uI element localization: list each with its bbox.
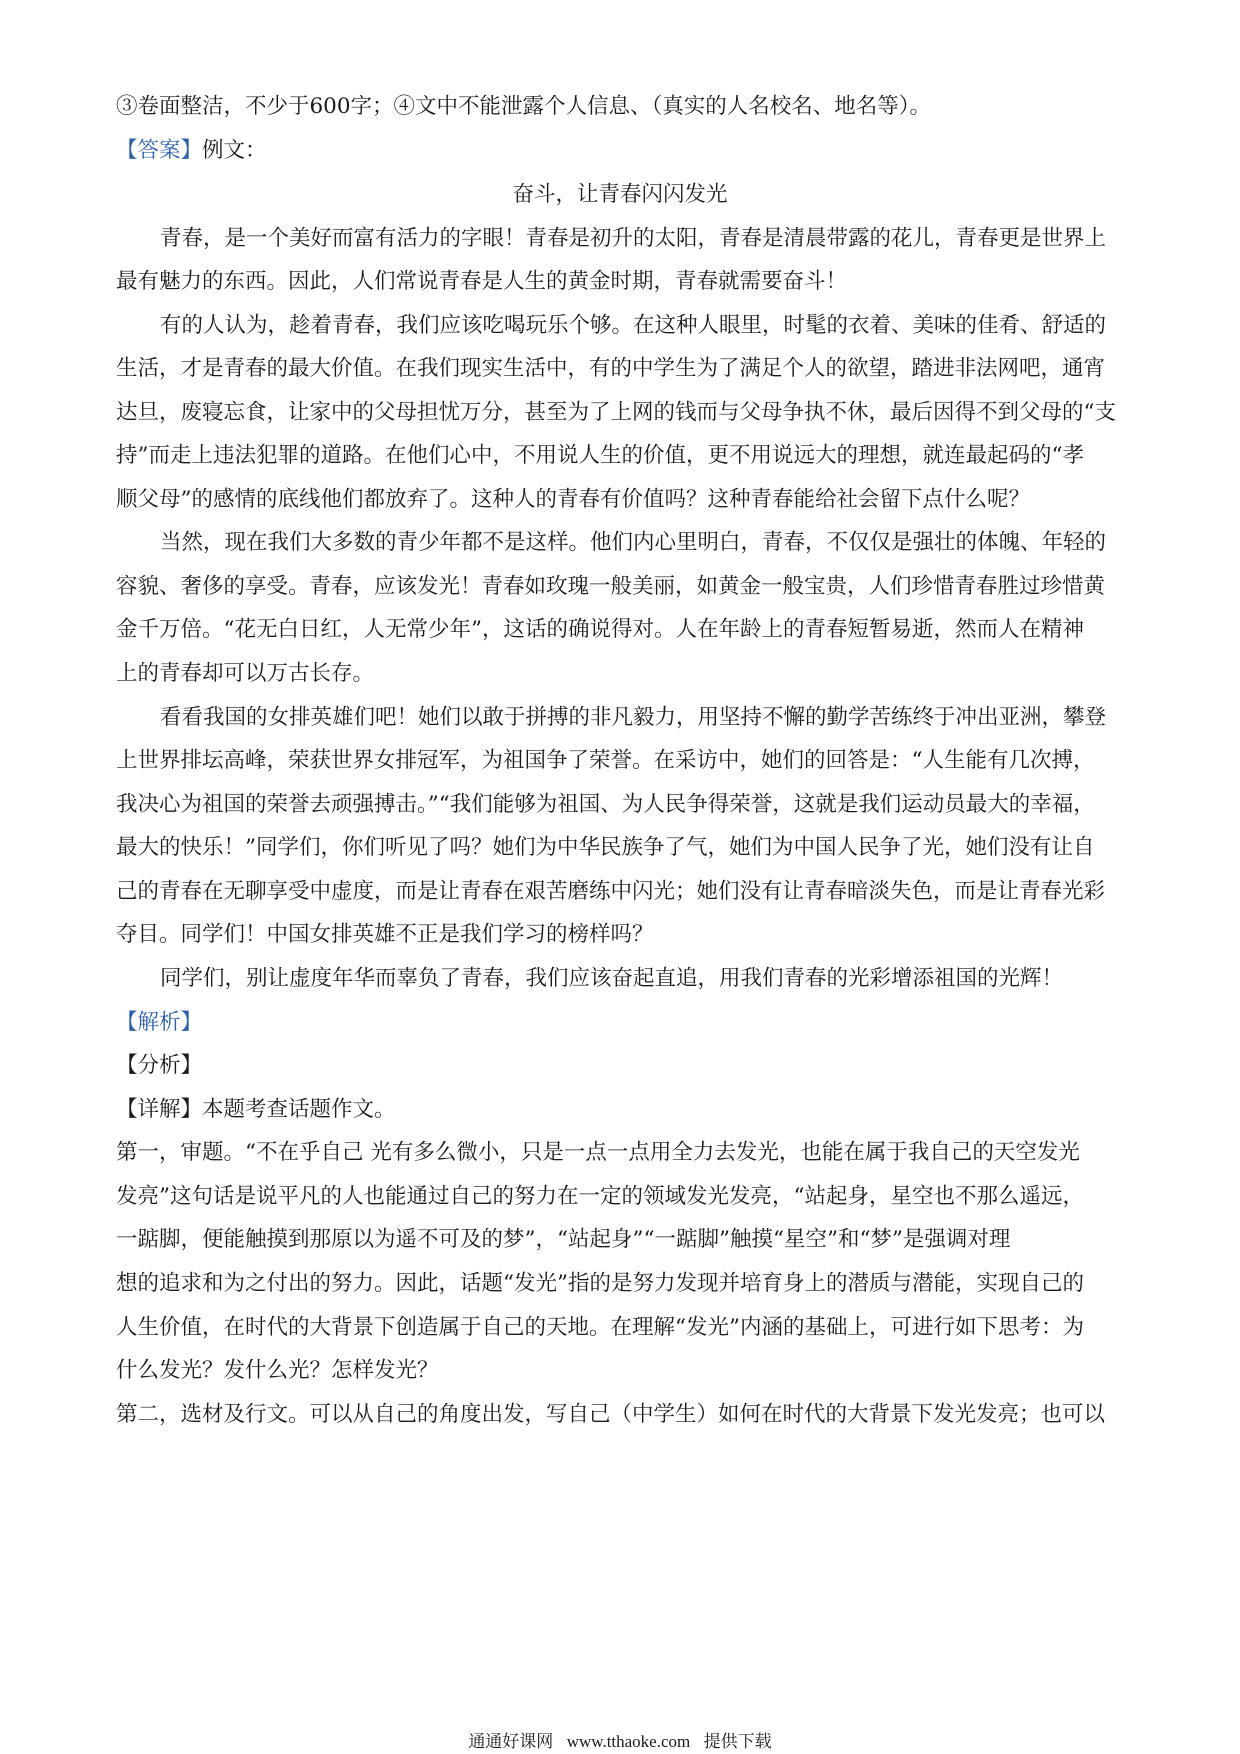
explanation-line: 人生价值，在时代的大背景下创造属于自己的天地。在理解“发光”内涵的基础上，可进行如下思考：为 <box>116 1315 1084 1340</box>
page-footer <box>0 1732 1240 1752</box>
essay-paragraph-line: 己的青春在无聊享受中虚度，而是让青春在艰苦磨练中闪光；她们没有让青春暗淡失色，而是让青春光彩 <box>116 879 1106 904</box>
explanation-line: 第一，审题。“不在乎自己 光有多么微小，只是一点一点用全力去发光，也能在属于我自己的天空发光 <box>116 1140 1080 1165</box>
essay-paragraph-line: 有的人认为，趁着青春，我们应该吃喝玩乐个够。在这种人眼里，时髦的衣着、美味的佳肴、舒适的 <box>160 313 1107 338</box>
footer-suffix: 提供下载 <box>703 1732 772 1752</box>
explanation-line: 第二，选材及行文。可以从自己的角度出发，写自己（中学生）如何在时代的大背景下发光发亮；也可以 <box>116 1402 1106 1427</box>
essay-paragraph-line: 夺目。同学们！中国女排英雄不正是我们学习的榜样吗？ <box>116 922 654 947</box>
essay-paragraph-line: 生活，才是青春的最大价值。在我们现实生活中，有的中学生为了满足个人的欲望，踏进非法网吧，通宵 <box>116 356 1106 381</box>
essay-paragraph-line: 上世界排坛高峰，荣获世界女排冠军，为祖国争了荣誉。在采访中，她们的回答是：“人生能有几次搏， <box>116 748 1095 773</box>
explanation-line: 发亮”这句话是说平凡的人也能通过自己的努力在一定的领域发光发亮，“站起身，星空也不那么遥远， <box>116 1184 1084 1209</box>
analysis-subheading: 【分析】 <box>116 1053 203 1078</box>
essay-paragraph-line: 持”而走上违法犯罪的道路。在他们心中，不用说人生的价值，更不用说远大的理想，就连最起码的“孝 <box>116 443 1084 468</box>
essay-paragraph-line: 当然，现在我们大多数的青少年都不是这样。他们内心里明白，青春，不仅仅是强壮的体魄、年轻的 <box>160 530 1107 555</box>
requirement-line: ③卷面整洁，不少于600字；④文中不能泄露个人信息、（真实的人名校名、地名等）。 <box>116 94 932 119</box>
essay-paragraph-line: 最大的快乐！”同学们，你们听见了吗？她们为中华民族争了气，她们为中国人民争了光，她们没有让自 <box>116 835 1095 860</box>
analysis-tag: 【解析】 <box>116 1010 203 1035</box>
essay-paragraph-line: 顺父母”的感情的底线他们都放弃了。这种人的青春有价值吗？这种青春能给社会留下点什么呢？ <box>116 487 1030 512</box>
answer-tag: 【答案】 <box>116 138 203 163</box>
essay-paragraph-line: 容貌、奢侈的享受。青春，应该发光！青春如玫瑰一般美丽，如黄金一般宝贵，人们珍惜青春胜过珍惜黄 <box>116 574 1106 599</box>
footer-url[interactable]: www.tthaoke.com <box>566 1732 691 1751</box>
explanation-line: 一踮脚，便能触摸到那原以为遥不可及的梦”，“站起身”“一踮脚”触摸“星空”和“梦”是强调对理 <box>116 1227 1011 1252</box>
essay-paragraph-line: 看看我国的女排英雄们吧！她们以敢于拼搏的非凡毅力，用坚持不懈的勤学苦练终于冲出亚洲，攀登 <box>160 705 1107 730</box>
answer-heading <box>116 136 1128 166</box>
essay-paragraph-line: 达旦，废寝忘食，让家中的父母担忧万分，甚至为了上网的钱而与父母争执不休，最后因得不到父母的“支 <box>116 400 1116 425</box>
detail-heading: 【详解】本题考查话题作文。 <box>116 1097 396 1122</box>
essay-paragraph-line: 上的青春却可以万古长存。 <box>116 661 375 686</box>
essay-title: 奋斗，让青春闪闪发光 <box>512 182 728 207</box>
footer-site-name: 通通好课网 <box>468 1732 554 1752</box>
essay-paragraph-line: 青春，是一个美好而富有活力的字眼！青春是初升的太阳，青春是清晨带露的花儿，青春更是世界上 <box>160 226 1107 251</box>
explanation-line: 什么发光？发什么光？怎样发光？ <box>116 1358 439 1383</box>
essay-paragraph-line: 金千万倍。“花无白日红，人无常少年”，这话的确说得对。人在年龄上的青春短暂易逝，然而人在精神 <box>116 617 1084 642</box>
explanation-line: 想的追求和为之付出的努力。因此，话题“发光”指的是努力发现并培育身上的潜质与潜能，实现自己的 <box>116 1271 1084 1296</box>
essay-paragraph-line: 同学们，别让虚度年华而辜负了青春，我们应该奋起直追，用我们青春的光彩增添祖国的光辉！ <box>160 966 1064 991</box>
essay-paragraph-line: 我决心为祖国的荣誉去顽强搏击。”“我们能够为祖国、为人民争得荣誉，这就是我们运动员最大的幸福， <box>116 792 1095 817</box>
answer-label: 例文： <box>202 138 267 163</box>
essay-paragraph-line: 最有魅力的东西。因此，人们常说青春是人生的黄金时期，青春就需要奋斗！ <box>116 269 848 294</box>
